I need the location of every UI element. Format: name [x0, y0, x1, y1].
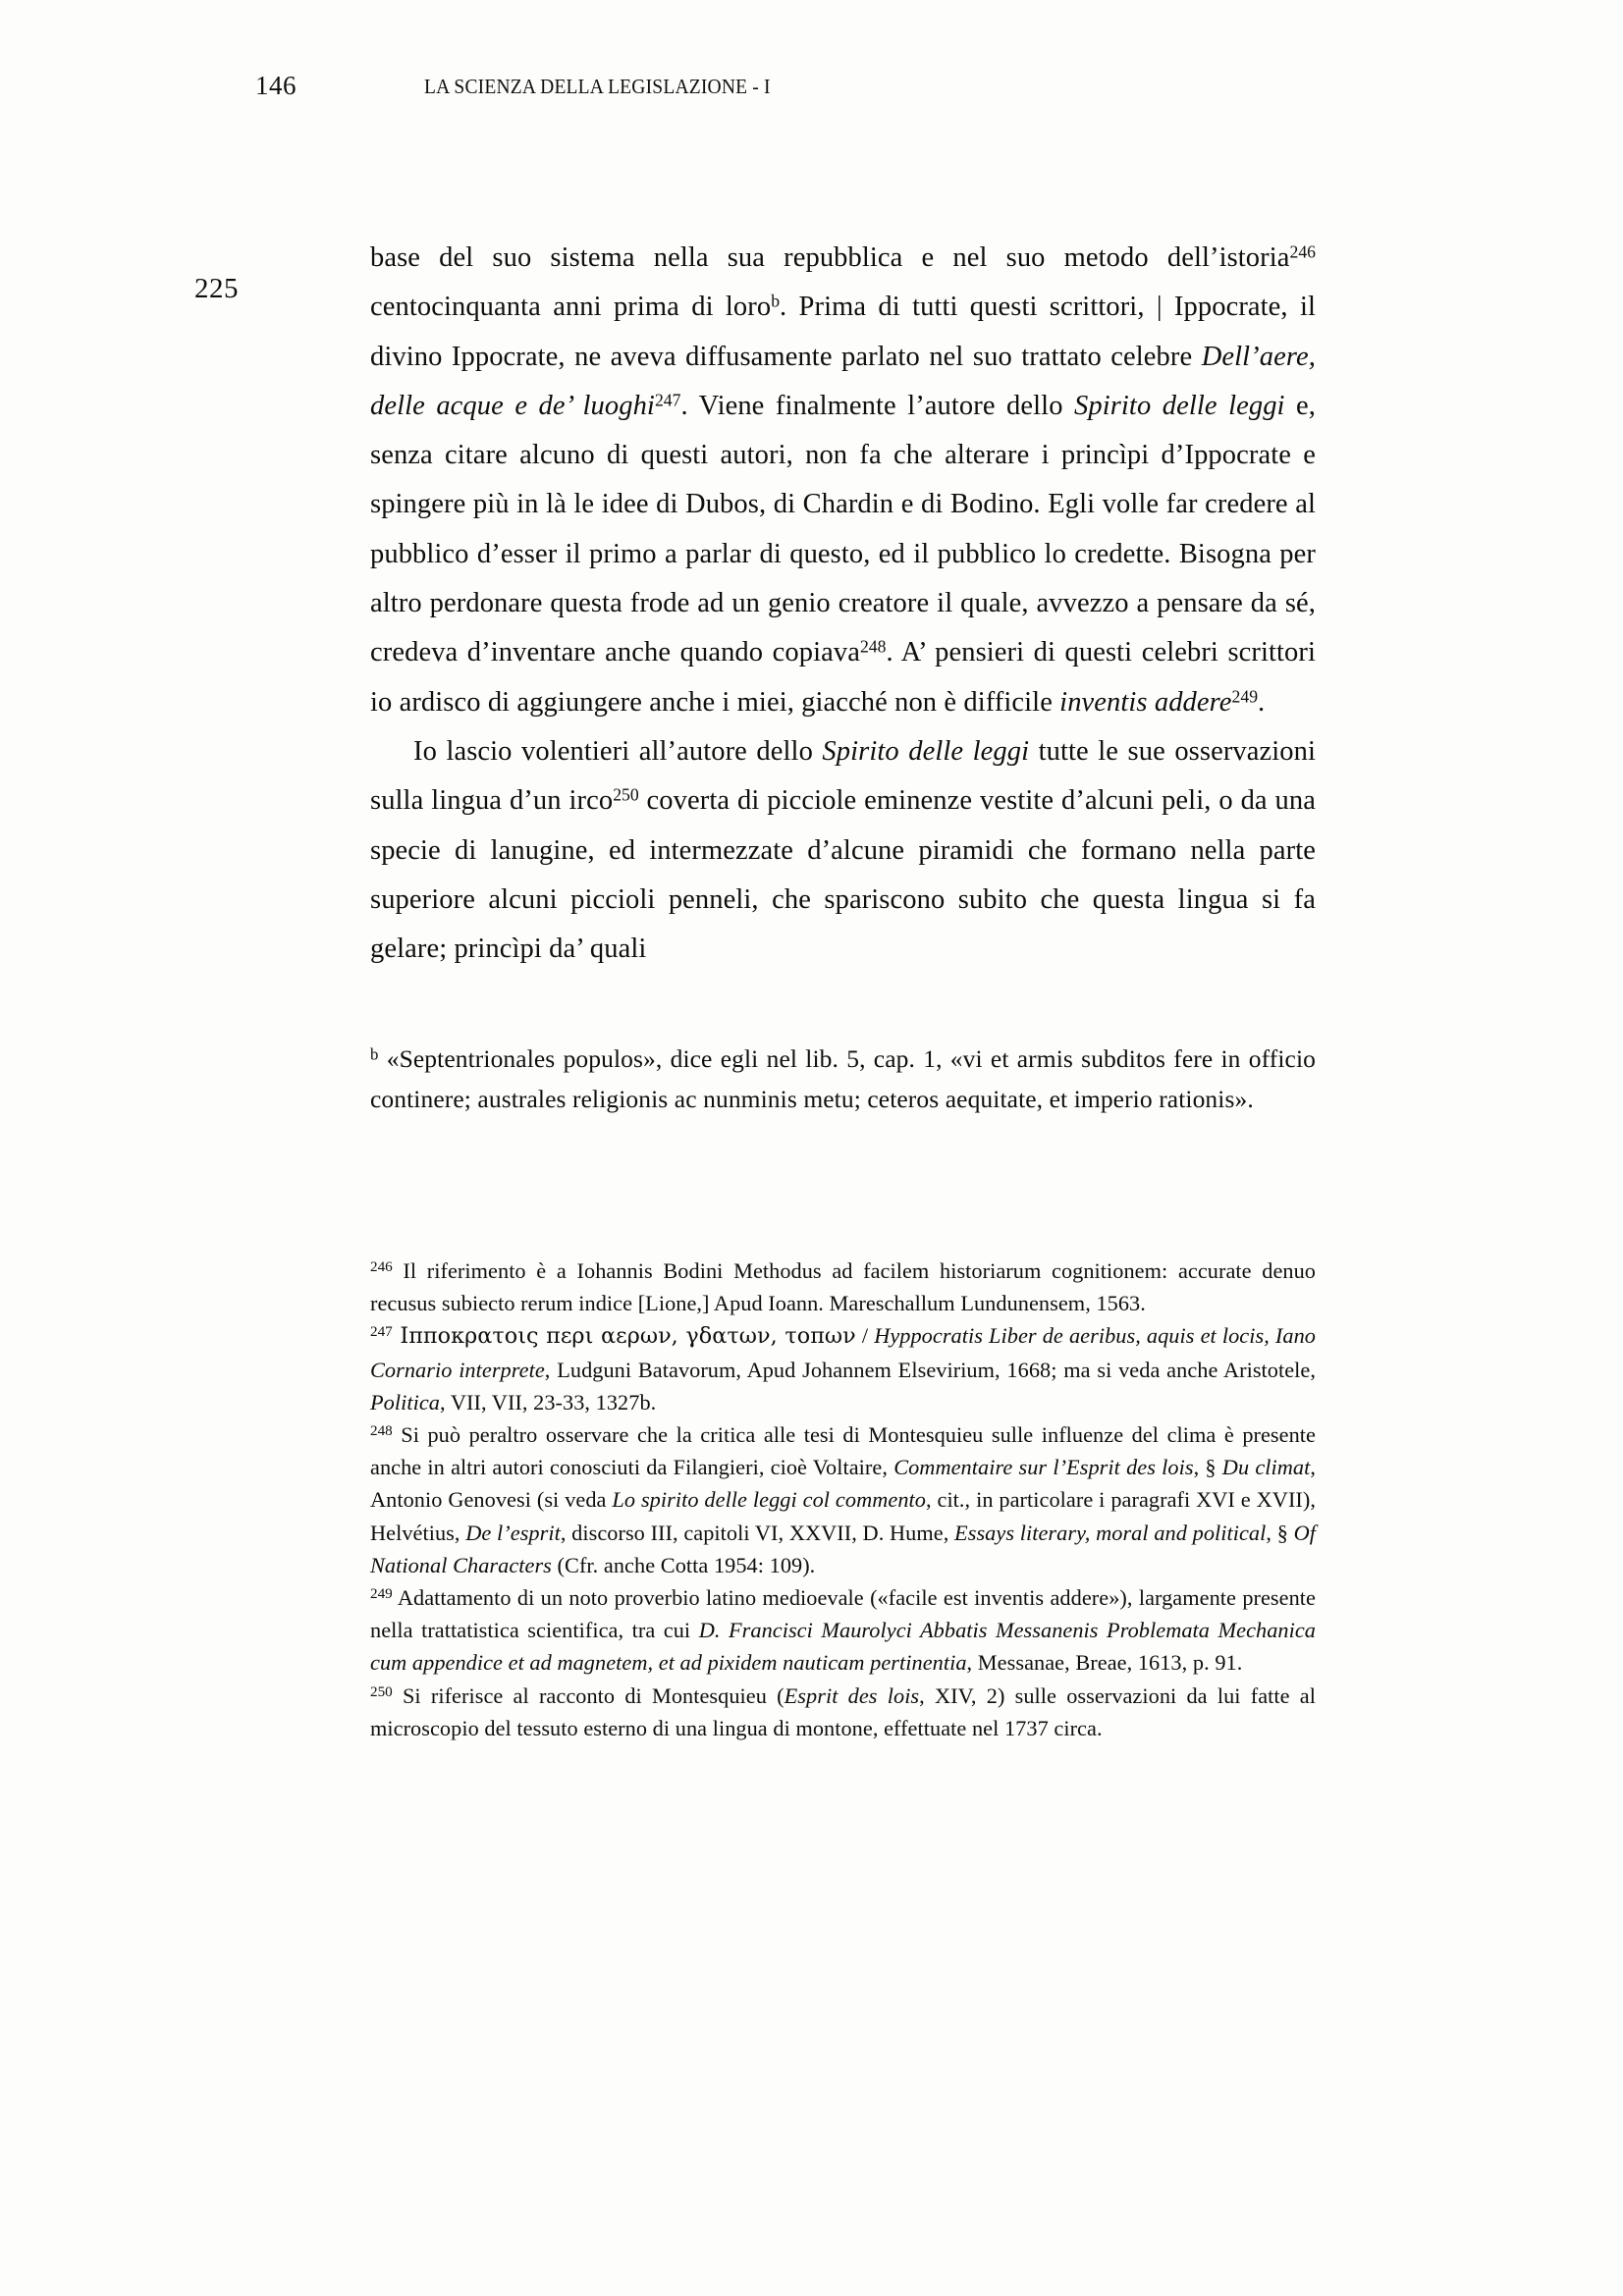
footnote-248-title-du-climat: Du climat — [1221, 1455, 1311, 1480]
footnote-248-segment-2: , § — [1193, 1455, 1222, 1480]
footnote-248-segment-3: , Antonio Genovesi (si veda — [370, 1455, 1317, 1513]
footnote-248-title-essays: Essays literary, moral and political — [954, 1520, 1267, 1545]
footnote-b-text: «Septentrionales populos», dice egli nel lib. 5, cap. 1, «vi et armis subditos fere in officio continere; australes religionis ac nunminis metu; ceteros aequitate, et imperio rationis». — [370, 1044, 1316, 1113]
footnote-248-segment-7: (Cfr. anche Cotta 1954: 109). — [551, 1552, 816, 1577]
footnote-248-segment-4: , cit., in particolare i paragrafi XVI e XVII), Helvétius, — [370, 1487, 1317, 1545]
p1-work-title-dellaere: Dell’aere, delle acque e de’ luoghi — [370, 341, 1316, 421]
footnote-250-title-esprit-des-lois: Esprit des lois — [784, 1682, 920, 1708]
p2-segment-2: tutte le sue osservazioni sulla lingua d’un irco — [370, 735, 1316, 817]
footnote-249-segment-2: , Messanae, Breae, 1613, p. 91. — [966, 1650, 1243, 1676]
p1-latin-phrase-inventis-addere: inventis addere — [1059, 686, 1232, 718]
footnote-ref-249[interactable]: 249 — [1231, 686, 1259, 707]
p1-work-title-spirito-delle-leggi: Spirito delle leggi — [1074, 390, 1285, 421]
footnote-248-segment-6: , § — [1266, 1520, 1294, 1545]
footnote-247 — [370, 1319, 1316, 1418]
footnote-246-text: Il riferimento è a Iohannis Bodini Methodus ad facilem historiarum cognitionem: accurate denuo recusus subiecto rerum indice [Lione,] Apud Ioann. Mareschallum Lundunensem, 1563. — [370, 1258, 1316, 1316]
p1-segment-4: . Viene finalmente l’autore dello — [680, 390, 1074, 421]
footnote-b — [370, 1039, 1316, 1119]
footnotes-block — [370, 1255, 1316, 1744]
footnote-248-segment-1: Si può peraltro osservare che la critica alle tesi di Montesquieu sulle influenze del clima è presente anche in altri autori conosciuti da Filangieri, cioè Voltaire, — [370, 1422, 1316, 1480]
footnote-ref-b[interactable]: b — [771, 291, 781, 311]
footnote-247-greek-title: Ιπποκρατοις περι αερων, γδατων, τοπων — [392, 1323, 856, 1350]
footnote-248-segment-5: , discorso III, capitoli VI, XXVII, D. Hume, — [560, 1520, 955, 1545]
footnote-247-latin-title: Hyppocratis Liber de aeribus, aquis et locis, Iano Cornario interprete — [370, 1323, 1316, 1382]
footnote-ref-247[interactable]: 247 — [654, 390, 681, 410]
footnote-248-title-of-national-characters: Of National Characters — [370, 1520, 1317, 1577]
footnote-249-marker: 249 — [370, 1585, 393, 1603]
p2-segment-3: coverta di picciole eminenze vestite d’alcuni peli, o da una specie di lanugine, ed intermezzate d’alcune piramidi che formano nella parte superiore alcuni piccioli penneli, che spariscono subito che questa lingua si fa gelare; princìpi da’ quali — [370, 785, 1317, 965]
footnote-247-marker: 247 — [370, 1323, 393, 1341]
p2-work-title-spirito-delle-leggi: Spirito delle leggi — [822, 735, 1030, 767]
footnote-246 — [370, 1255, 1316, 1319]
footnote-248-title-de-lesprit: De l’esprit — [465, 1520, 561, 1545]
footnote-247-separator: / — [855, 1323, 875, 1349]
footnote-ref-246[interactable]: 246 — [1289, 241, 1316, 262]
footnote-248-title-commentaire: Commentaire sur l’Esprit des lois — [893, 1455, 1194, 1480]
margin-reference-number: 225 — [194, 273, 239, 304]
footnote-248-marker: 248 — [370, 1422, 393, 1440]
p1-segment-1: base del suo sistema nella sua repubblica e nel suo metodo dell’istoria — [370, 242, 1290, 273]
footnote-248 — [370, 1418, 1316, 1581]
running-head-title: LA SCIENZA DELLA LEGISLAZIONE - I — [424, 75, 771, 98]
footnote-247-segment-1: , Ludguni Batavorum, Apud Johannem Elsevirium, 1668; ma si veda anche Aristotele, — [544, 1357, 1317, 1382]
footnote-250-segment-1: Si riferisce al racconto di Montesquieu ( — [392, 1682, 784, 1708]
footnote-ref-248[interactable]: 248 — [859, 636, 887, 657]
footnote-250 — [370, 1680, 1316, 1744]
footnote-250-segment-2: , XIV, 2) sulle osservazioni da lui fatte al microscopio del tessuto esterno di una lingua di montone, effettuate nel 1737 circa. — [370, 1682, 1316, 1740]
p2-segment-1: Io lascio volentieri all’autore dello — [413, 735, 823, 767]
running-head — [255, 71, 1365, 104]
p1-segment-5: e, senza citare alcuno di questi autori, non fa che alterare i princìpi d’Ippocrate e spingere più in là le idee di Dubos, di Chardin e di Bodino. Egli volle far credere al pubblico d’esser il primo a parlar di questo, ed il pubblico lo credette. Bisogna per altro perdonare questa frode ad un genio creatore il quale, avvezzo a pensare da sé, credeva d’inventare anche quando copiava — [370, 390, 1317, 668]
footnote-247-segment-2: , VII, VII, 23-33, 1327b. — [440, 1389, 657, 1415]
footnote-249-segment-1: Adattamento di un noto proverbio latino medioevale («facile est inventis addere»), largamente presente nella trattatistica scientifica, tra cui — [370, 1585, 1316, 1643]
footnote-250-marker: 250 — [370, 1682, 393, 1700]
footnote-248-title-lo-spirito: Lo spirito delle leggi col commento — [612, 1487, 926, 1513]
footnote-249-title-problemata-mechanica: D. Francisci Maurolyci Abbatis Messanenis Problemata Mechanica cum appendice et ad magnetem, et ad pixidem nauticam pertinentia — [370, 1618, 1316, 1676]
footnote-ref-250[interactable]: 250 — [613, 784, 639, 805]
footnote-b-marker: b — [370, 1044, 379, 1064]
footnote-247-title-politica: Politica — [370, 1389, 440, 1415]
page-folio-number: 146 — [255, 71, 297, 100]
p1-segment-2: centocinquanta anni prima di loro — [370, 292, 772, 323]
footnote-246-marker: 246 — [370, 1258, 393, 1276]
footnote-249 — [370, 1581, 1316, 1680]
p1-segment-7: . — [1258, 686, 1266, 718]
p1-segment-6: . A’ pensieri di questi celebri scrittori io ardisco di aggiungere anche i miei, giacché non è difficile — [370, 637, 1316, 718]
body-paragraph-2 — [370, 727, 1316, 974]
p1-segment-3: . Prima di tutti questi scrittori, | Ippocrate, il divino Ippocrate, ne aveva diffusamente parlato nel suo trattato celebre — [370, 292, 1316, 372]
body-text-block — [370, 234, 1316, 974]
body-paragraph-1 — [370, 234, 1316, 727]
